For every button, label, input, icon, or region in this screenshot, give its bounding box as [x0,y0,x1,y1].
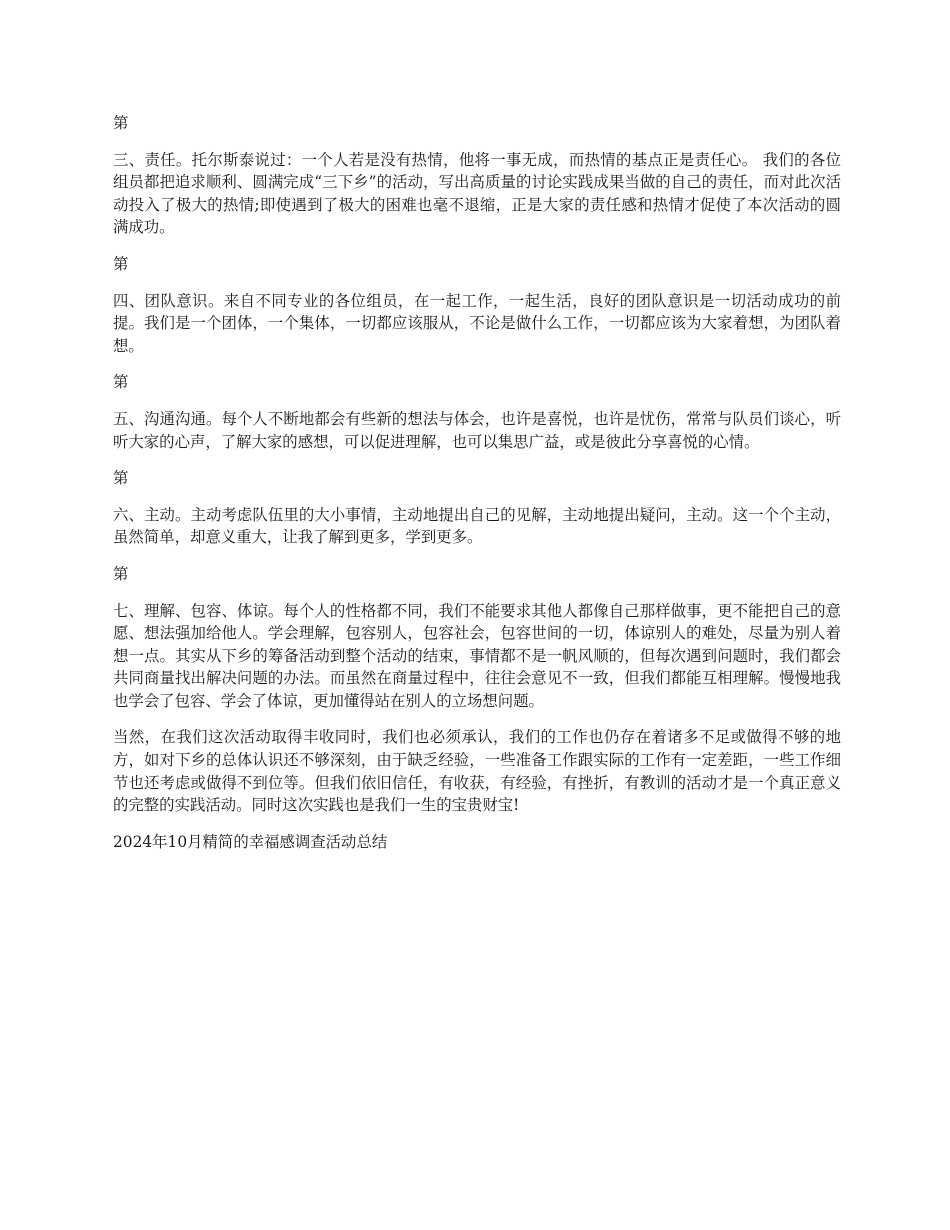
paragraph-responsibility: 三、责任。托尔斯泰说过：一个人若是没有热情，他将一事无成，而热情的基点正是责任心。 我们的各位组员都把追求顺利、圆满完成“三下乡”的活动，写出高质量的讨论实践成果当做的自己的责任，而对此次活动投入了极大的热情;即使遇到了极大的困难也毫不退缩，正是大家的责任感和热情才促使了本次活动的圆满成功。 [113,150,841,237]
paragraph-initiative: 六、主动。主动考虑队伍里的大小事情，主动地提出自己的见解，主动地提出疑问，主动。这一个个主动，虽然简单，却意义重大，让我了解到更多，学到更多。 [113,505,841,547]
section-marker: 第 [113,373,129,392]
section-marker: 第 [113,254,129,273]
section-marker: 第 [113,114,129,132]
section-marker: 第 [113,564,129,583]
paragraph-team-awareness: 四、团队意识。来自不同专业的各位组员，在一起工作，一起生活，良好的团队意识是一切活动成功的前提。我们是一个团体，一个集体，一切都应该服从，不论是做什么工作，一切都应该为大家着想，为团队着想。 [113,291,841,355]
paragraph-communication: 五、沟通沟通。每个人不断地都会有些新的想法与体会，也许是喜悦，也许是忧伤，常常与队员们谈心，听听大家的心声，了解大家的感想，可以促进理解，也可以集思广益，或是彼此分享喜悦的心情。 [113,409,841,451]
paragraph-understanding: 七、理解、包容、体谅。每个人的性格都不同，我们不能要求其他人都像自己那样做事，更不能把自己的意愿、想法强加给他人。学会理解，包容别人，包容社会，包容世间的一切，体谅别人的难处，尽量为别人着想一点。其实从下乡的筹备活动到整个活动的结束，事情都不是一帆风顺的，但每次遇到问题时，我们都会共同商量找出解决问题的办法。而虽然在商量过程中，往往会意见不一致，但我们都能互相理解。慢慢地我也学会了包容、学会了体谅，更加懂得站在别人的立场想问题。 [113,601,841,710]
next-document-title: 2024年10月精简的幸福感调查活动总结 [113,832,388,851]
document-page [113,112,841,867]
section-marker: 第 [113,469,129,488]
paragraph-conclusion: 当然，在我们这次活动取得丰收同时，我们也必须承认，我们的工作也仍存在着诸多不足或做得不够的地方，如对下乡的总体认识还不够深刻，由于缺乏经验，一些准备工作跟实际的工作有一定差距，一些工作细节也还考虑或做得不到位等。但我们依旧信任，有收获，有经验，有挫折，有教训的活动才是一个真正意义的完整的实践活动。同时这次实践也是我们一生的宝贵财宝! [113,728,841,815]
